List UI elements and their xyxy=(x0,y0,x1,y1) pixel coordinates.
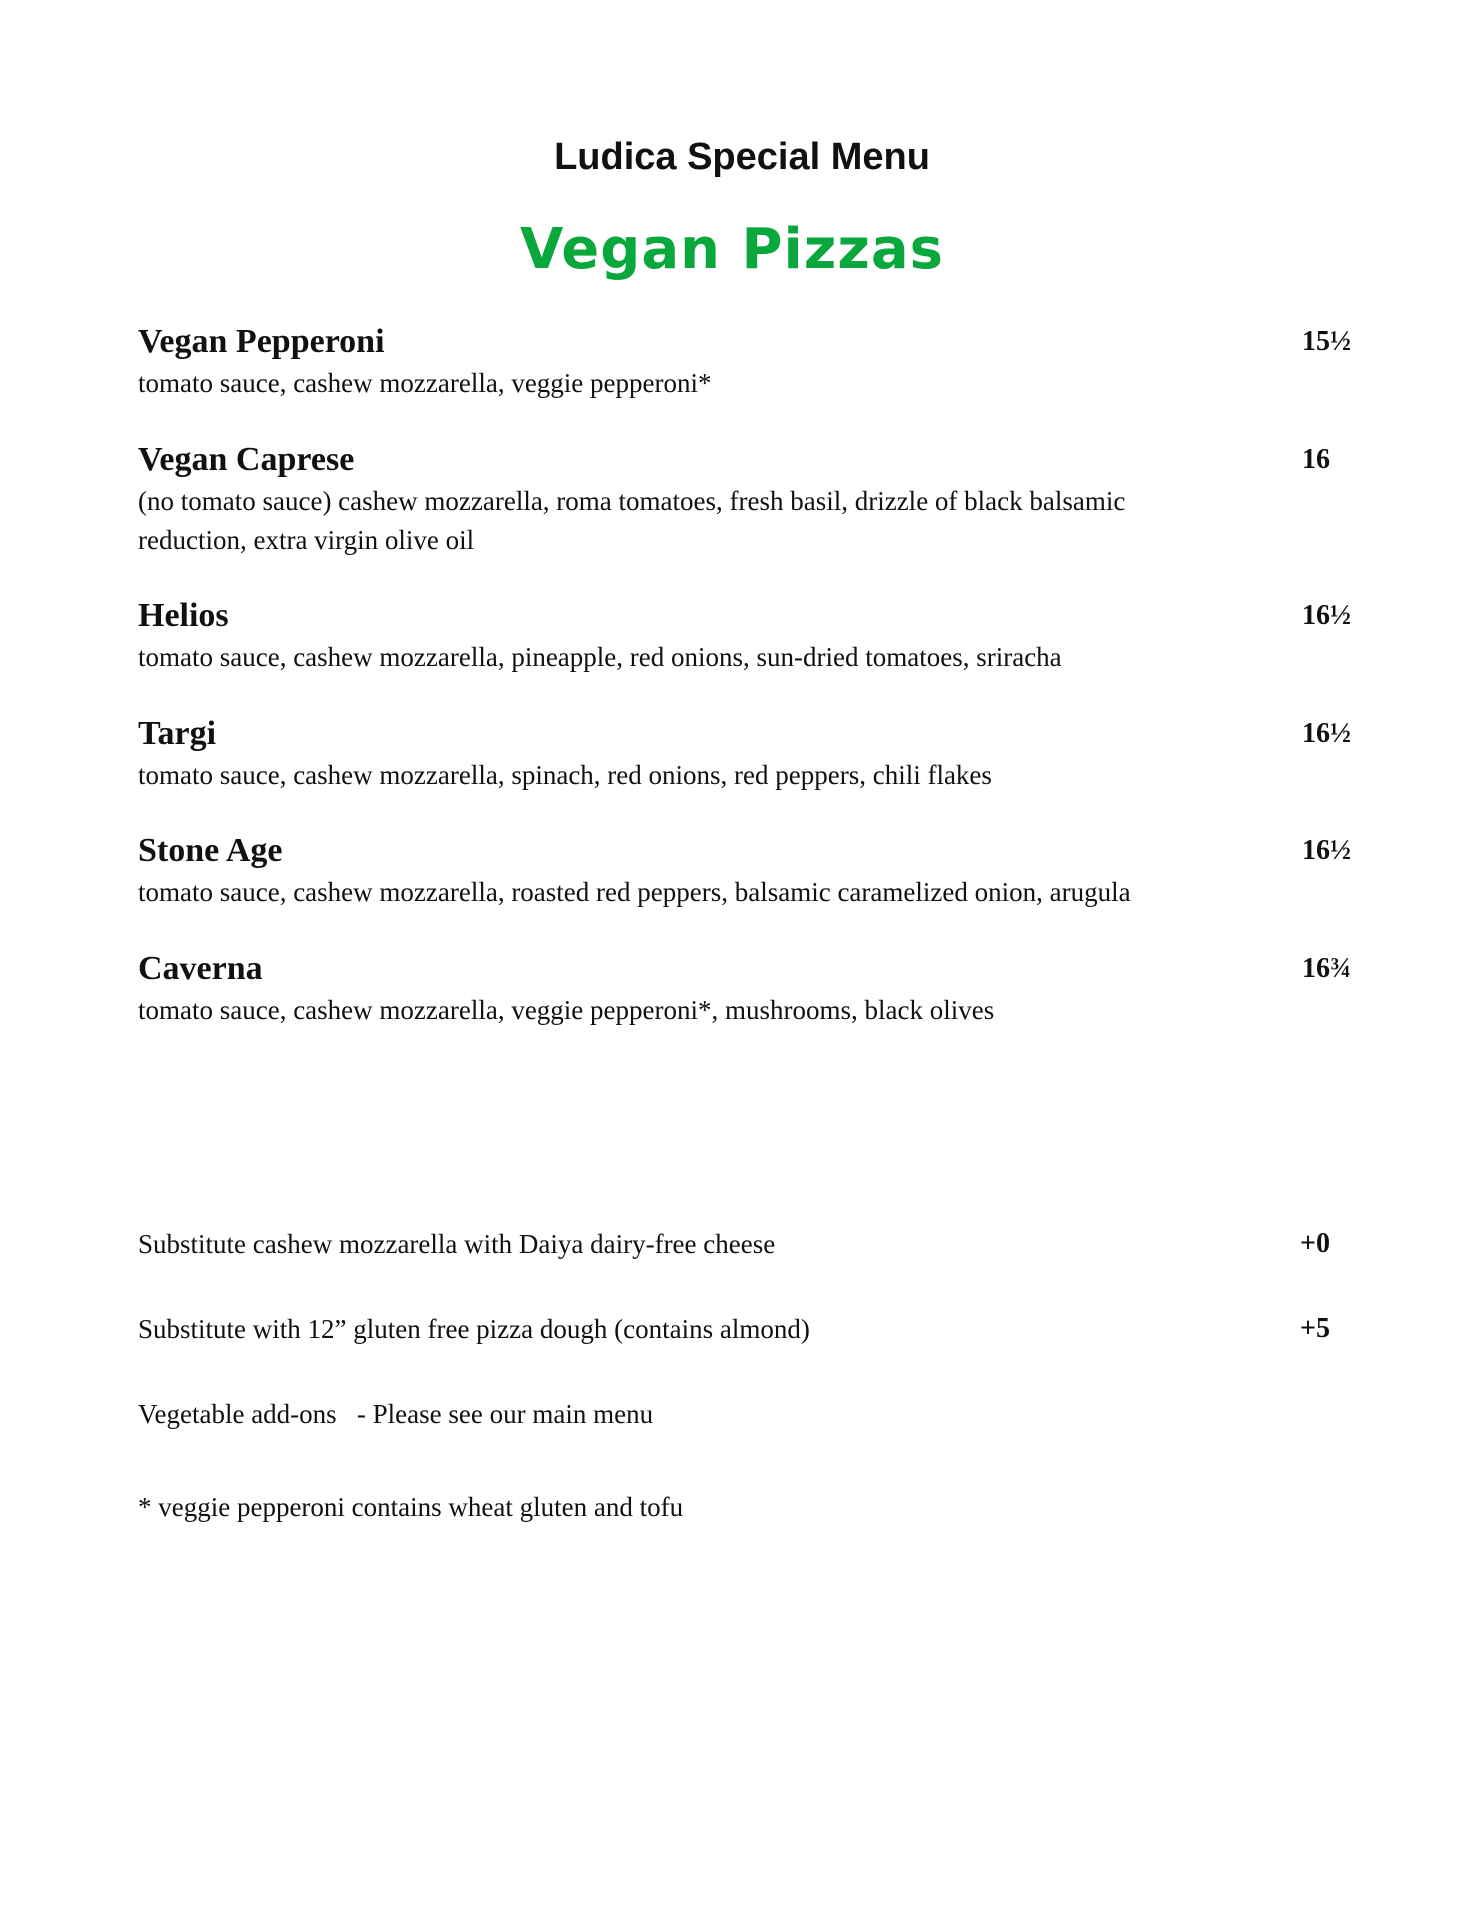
pizza-name: Helios xyxy=(138,597,229,634)
pizza-name: Stone Age xyxy=(138,832,283,869)
option-price: +0 xyxy=(1300,1228,1330,1259)
pizza-price: 16½ xyxy=(1302,600,1351,631)
pizza-name: Vegan Pepperoni xyxy=(138,323,385,360)
pizza-price: 16½ xyxy=(1302,718,1351,749)
pizza-price: 16½ xyxy=(1302,835,1351,866)
menu-item xyxy=(138,322,1358,403)
option-row xyxy=(138,1396,1358,1432)
menu-item xyxy=(138,714,1358,795)
pizza-description: (no tomato sauce) cashew mozzarella, roma tomatoes, fresh basil, drizzle of black balsamic reduction, extra virgin olive oil xyxy=(138,486,1126,555)
option-price: +5 xyxy=(1300,1313,1330,1344)
pizza-description: tomato sauce, cashew mozzarella, spinach, red onions, red peppers, chili flakes xyxy=(138,760,992,790)
pizza-description: tomato sauce, cashew mozzarella, veggie pepperoni* xyxy=(138,368,712,398)
pizza-name: Caverna xyxy=(138,950,263,987)
pizza-price: 16 xyxy=(1302,444,1330,475)
pizza-name: Vegan Caprese xyxy=(138,441,355,478)
option-row xyxy=(138,1311,1358,1347)
menu-item xyxy=(138,596,1358,677)
pizza-description: tomato sauce, cashew mozzarella, roasted red peppers, balsamic caramelized onion, arugula xyxy=(138,877,1131,907)
menu-item xyxy=(138,949,1358,1030)
pizza-description: tomato sauce, cashew mozzarella, veggie pepperoni*, mushrooms, black olives xyxy=(138,995,995,1025)
pizza-price: 16¾ xyxy=(1302,953,1351,984)
section-heading: Vegan Pizzas xyxy=(519,217,945,282)
option-label: Substitute with 12” gluten free pizza dough (contains almond) xyxy=(138,1314,810,1344)
pizza-description: tomato sauce, cashew mozzarella, pineapple, red onions, sun-dried tomatoes, sriracha xyxy=(138,642,1062,672)
pizza-price: 15½ xyxy=(1302,326,1351,357)
option-row xyxy=(138,1226,1358,1262)
pizza-name: Targi xyxy=(138,715,217,752)
menu-item xyxy=(138,440,1358,560)
option-label: Substitute cashew mozzarella with Daiya dairy-free cheese xyxy=(138,1229,776,1259)
option-label: Vegetable add-ons - Please see our main menu xyxy=(138,1399,654,1429)
page-title: Ludica Special Menu xyxy=(554,136,930,178)
footnote: * veggie pepperoni contains wheat gluten and tofu xyxy=(138,1492,684,1522)
menu-item xyxy=(138,831,1358,912)
